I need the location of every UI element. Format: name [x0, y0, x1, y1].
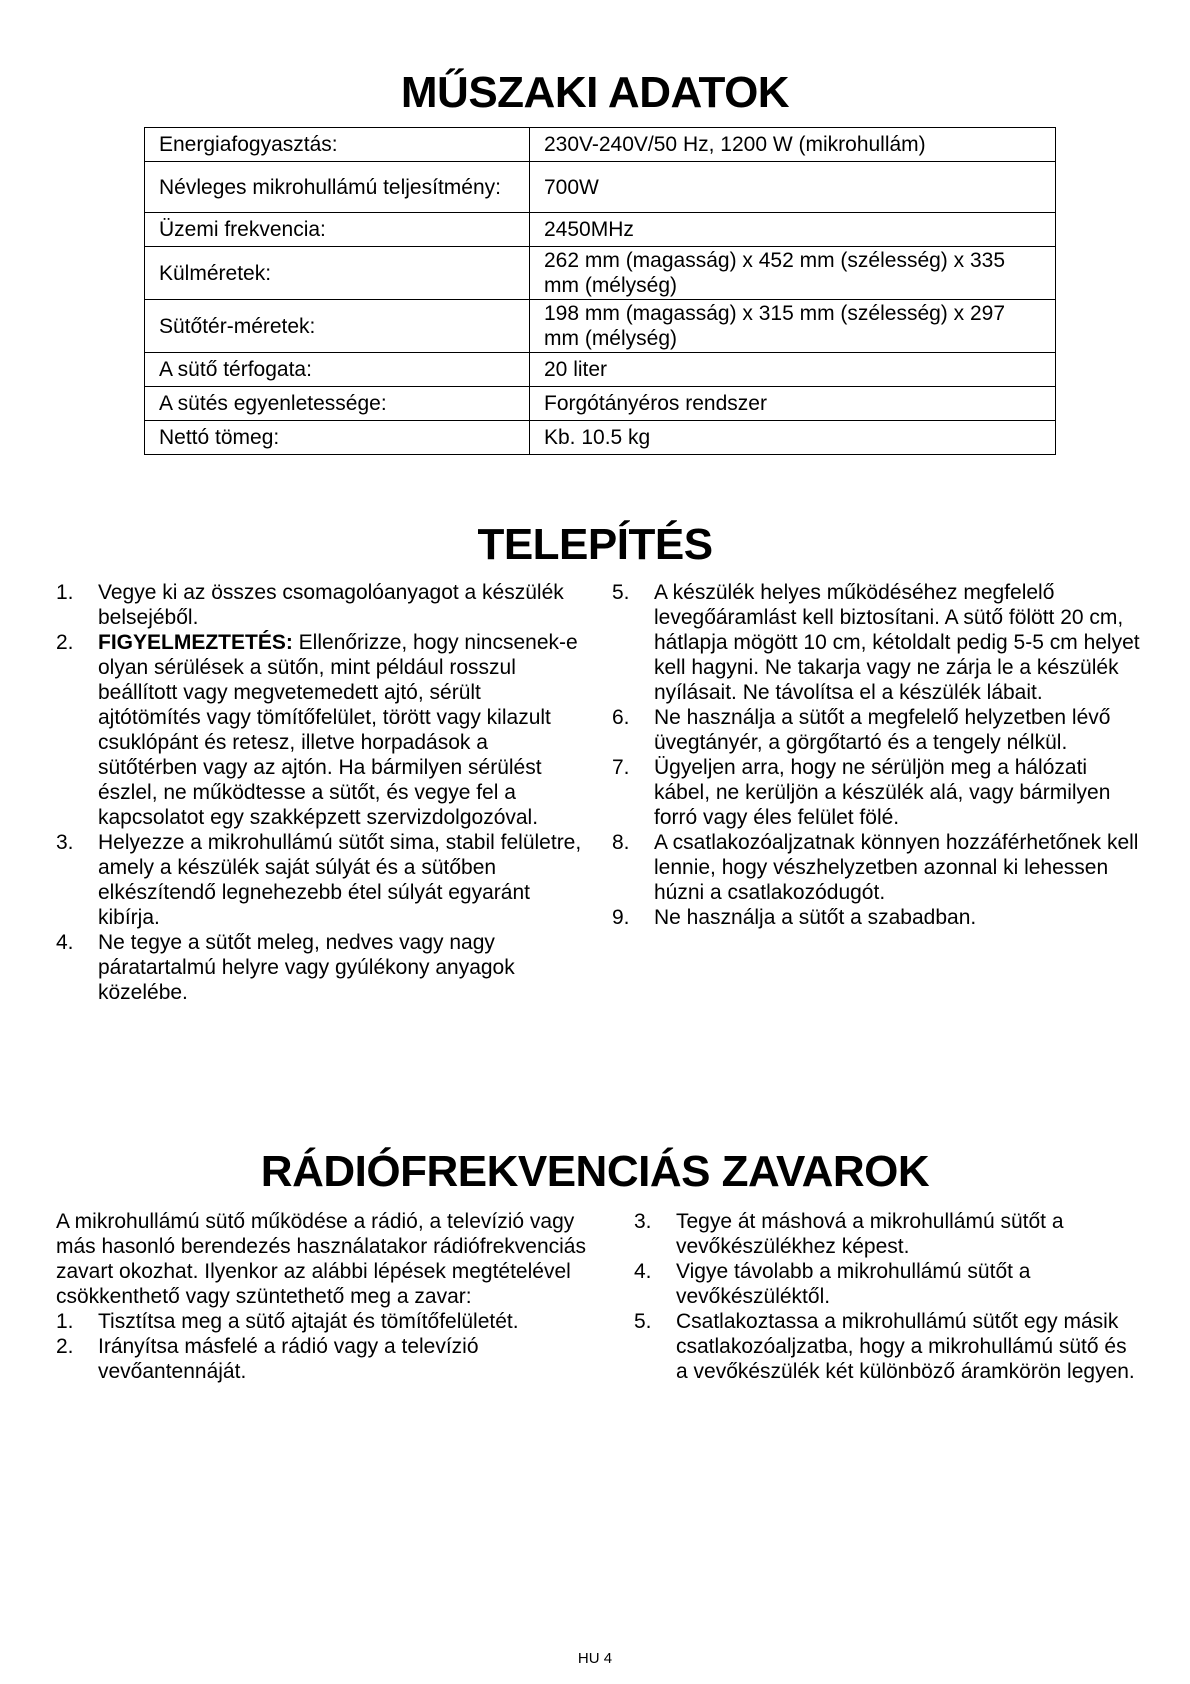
item-number: 6. — [612, 706, 630, 729]
specs-title: MŰSZAKI ADATOK — [400, 68, 790, 117]
spec-value: Kb. 10.5 kg — [530, 421, 1056, 455]
spec-value: 700W — [530, 162, 1056, 213]
table-row — [145, 353, 1056, 387]
radio-column-left — [56, 1209, 596, 1384]
list-item — [634, 1309, 1144, 1384]
item-number: 2. — [56, 631, 74, 654]
spec-value: Forgótányéros rendszer — [530, 387, 1056, 421]
table-row — [145, 128, 1056, 162]
item-text: Vegye ki az összes csomagolóanyagot a készülék belsejéből. — [98, 581, 564, 629]
item-number: 1. — [56, 1310, 74, 1333]
spec-label: Sütőtér-méretek: — [145, 300, 530, 353]
spec-label: Külméretek: — [145, 247, 530, 300]
item-number: 7. — [612, 756, 630, 779]
list-item — [612, 705, 1142, 755]
table-row — [145, 213, 1056, 247]
table-row — [145, 387, 1056, 421]
spec-label: Nettó tömeg: — [145, 421, 530, 455]
spec-label: A sütés egyenletessége: — [145, 387, 530, 421]
item-text: A készülék helyes működéséhez megfelelő levegőáramlást kell biztosítani. A sütő fölött 20 cm, hátlapja mögött 10 cm, kétoldalt pedig 5-5 cm helyet kell hagyni. Ne takarja vagy ne zárja le a készülék nyílásait. Ne távolítsa el a készülék lábait. — [654, 581, 1140, 704]
table-row — [145, 300, 1056, 353]
item-text: Ne használja a sütőt a szabadban. — [654, 906, 977, 929]
list-item — [612, 905, 1142, 930]
radio-title: RÁDIÓFREKVENCIÁS ZAVAROK — [260, 1147, 930, 1196]
list-item — [56, 630, 586, 830]
table-row — [145, 421, 1056, 455]
item-text: Ügyeljen arra, hogy ne sérüljön meg a hálózati kábel, ne kerüljön a készülék alá, vagy bármilyen forró vagy éles felület fölé. — [654, 756, 1111, 829]
item-text: Ellenőrizze, hogy nincsenek-e olyan sérülések a sütőn, mint például rosszul beállított vagy megvetemedett ajtó, sérült ajtótömítés vagy tömítőfelület, törött vagy kilazult csuklópánt és retesz, illetve horpadások a sütőtérben vagy az ajtón. Ha bármilyen sérülést észlel, ne működtesse a sütőt, és vegye fel a kapcsolatot egy szakképzett szervizdolgozóval. — [98, 631, 578, 829]
item-text: Irányítsa másfelé a rádió vagy a televízió vevőantennáját. — [98, 1335, 479, 1383]
spec-value: 2450MHz — [530, 213, 1056, 247]
item-number: 8. — [612, 831, 630, 854]
item-text: Csatlakoztassa a mikrohullámú sütőt egy másik csatlakozóaljzatba, hogy a mikrohullámú sütő és a vevőkészülék két különböző áramkörön legyen. — [676, 1310, 1135, 1383]
item-number: 4. — [634, 1260, 652, 1283]
item-number: 3. — [634, 1210, 652, 1233]
list-item — [612, 755, 1142, 830]
list-item — [56, 1334, 596, 1384]
item-number: 9. — [612, 906, 630, 929]
item-text: Helyezze a mikrohullámú sütőt sima, stabil felületre, amely a készülék saját súlyát és a sütőben elkészítendő legnehezebb étel súlyát egyaránt kibírja. — [98, 831, 582, 929]
spec-label: A sütő térfogata: — [145, 353, 530, 387]
item-number: 2. — [56, 1335, 74, 1358]
install-title: TELEPÍTÉS — [477, 520, 713, 569]
item-number: 5. — [634, 1310, 652, 1333]
install-column-right — [612, 580, 1142, 930]
spec-value: 230V-240V/50 Hz, 1200 W (mikrohullám) — [530, 128, 1056, 162]
item-number: 3. — [56, 831, 74, 854]
list-item — [612, 830, 1142, 905]
table-row — [145, 247, 1056, 300]
list-item — [634, 1259, 1144, 1309]
install-column-left — [56, 580, 586, 1005]
radio-column-right — [634, 1209, 1144, 1384]
spec-label: Energiafogyasztás: — [145, 128, 530, 162]
page-number: HU 4 — [577, 1650, 613, 1667]
item-text: A csatlakozóaljzatnak könnyen hozzáférhetőnek kell lennie, hogy vészhelyzetben azonnal ki lehessen húzni a csatlakozódugót. — [654, 831, 1139, 904]
item-text: Ne használja a sütőt a megfelelő helyzetben lévő üvegtányér, a görgőtartó és a tengely nélkül. — [654, 706, 1111, 754]
spec-value: 20 liter — [530, 353, 1056, 387]
spec-value: 198 mm (magasság) x 315 mm (szélesség) x 297 mm (mélység) — [530, 300, 1056, 353]
list-item — [634, 1209, 1144, 1259]
spec-label: Üzemi frekvencia: — [145, 213, 530, 247]
spec-value: 262 mm (magasság) x 452 mm (szélesség) x 335 mm (mélység) — [530, 247, 1056, 300]
warning-label: FIGYELMEZTETÉS: — [98, 631, 293, 654]
item-text: Tisztítsa meg a sütő ajtaját és tömítőfelületét. — [98, 1310, 519, 1333]
item-text: Tegye át máshová a mikrohullámú sütőt a vevőkészülékhez képest. — [676, 1210, 1064, 1258]
item-text: Ne tegye a sütőt meleg, nedves vagy nagy páratartalmú helyre vagy gyúlékony anyagok közelébe. — [98, 931, 515, 1004]
item-number: 1. — [56, 581, 74, 604]
spec-label: Névleges mikrohullámú teljesítmény: — [145, 162, 530, 213]
specs-table — [144, 127, 1056, 455]
table-row — [145, 162, 1056, 213]
list-item — [56, 830, 586, 930]
list-item — [56, 1309, 596, 1334]
item-text: Vigye távolabb a mikrohullámú sütőt a vevőkészüléktől. — [676, 1260, 1031, 1308]
list-item — [56, 930, 586, 1005]
list-item — [56, 580, 586, 630]
list-item — [612, 580, 1142, 705]
item-number: 4. — [56, 931, 74, 954]
item-number: 5. — [612, 581, 630, 604]
radio-intro: A mikrohullámú sütő működése a rádió, a televízió vagy más hasonló berendezés használatakor rádiófrekvenciás zavart okozhat. Ilyenkor az alábbi lépések megtételével csökkenthető vagy szüntethető meg a zavar: — [56, 1210, 586, 1308]
